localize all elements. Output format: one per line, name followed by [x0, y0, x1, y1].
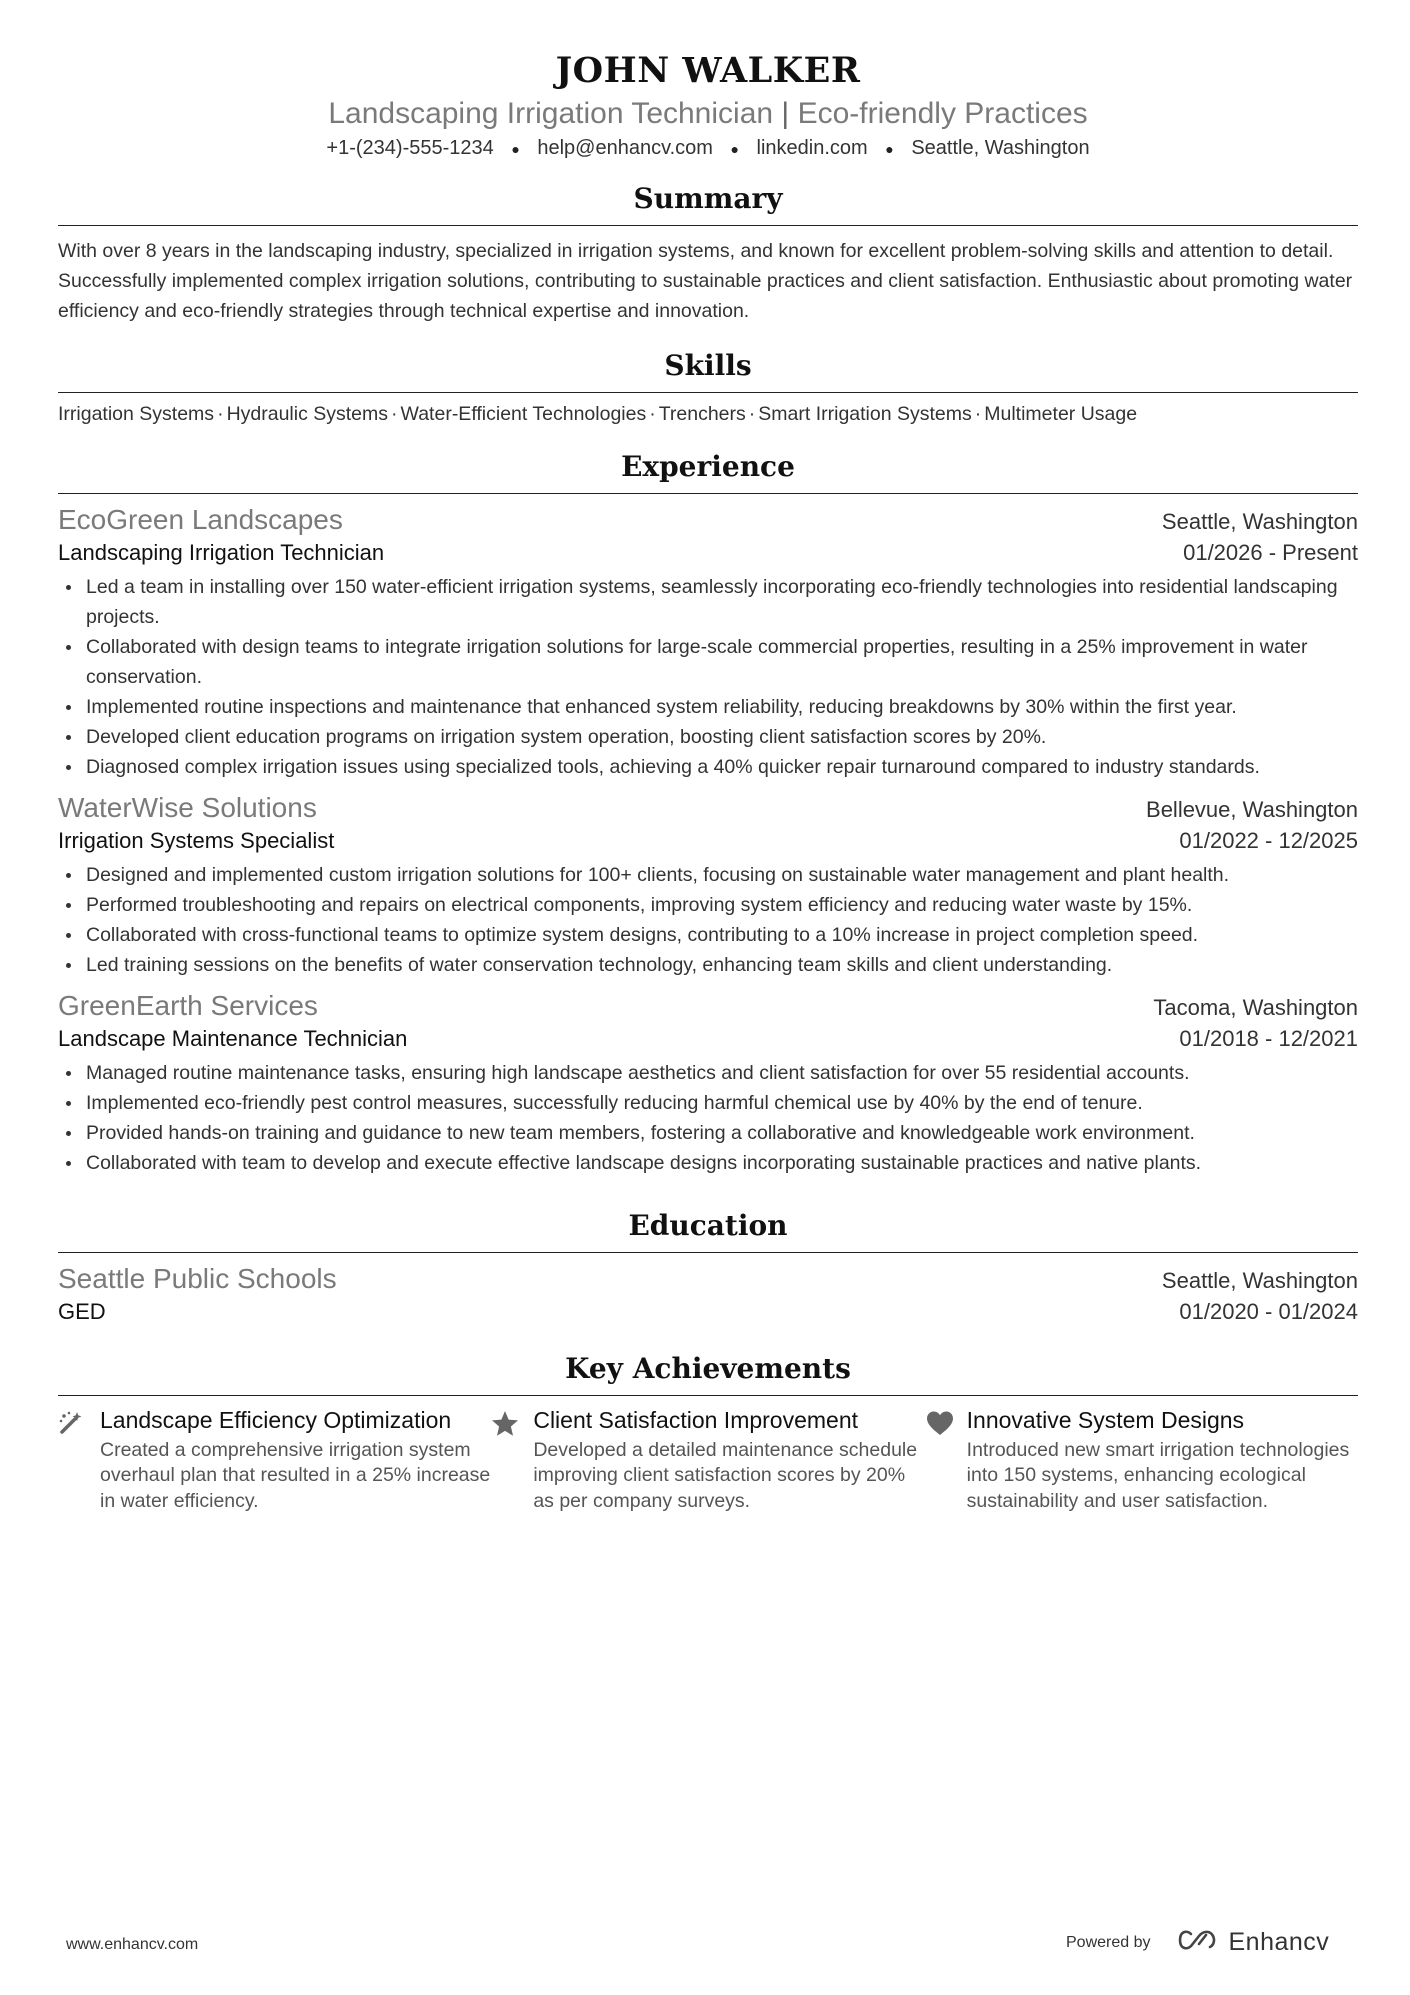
- bullet-item: Provided hands-on training and guidance to new team members, fostering a collaborative and knowledgeable work environment.: [58, 1118, 1358, 1148]
- achievement-title: Landscape Efficiency Optimization: [100, 1406, 452, 1433]
- skill-separator: ·: [649, 402, 656, 425]
- skill-separator: ·: [217, 402, 224, 425]
- skill-item: Hydraulic Systems: [226, 402, 389, 425]
- achievement-item: [925, 1406, 1358, 1515]
- job-location: Seattle, Washington: [1161, 508, 1358, 534]
- bullet-item: Diagnosed complex irrigation issues using specialized tools, achieving a 40% quicker repair turnaround compared to industry standards.: [58, 752, 1358, 782]
- summary-text: With over 8 years in the landscaping industry, specialized in irrigation systems, and known for excellent problem-solving skills and attention to detail. Successfully implemented complex irrigation solutions, contributing to sustainable practices and client satisfaction. Enthusiastic about promoting water efficiency and eco-friendly strategies through technical expertise and innovation.: [58, 239, 1353, 322]
- website-link[interactable]: www.enhancv.com: [66, 1936, 199, 1953]
- bullet-item: Performed troubleshooting and repairs on electrical components, improving system efficiency and reducing water waste by 15%.: [58, 890, 1358, 920]
- bullet-item: Implemented routine inspections and maintenance that enhanced system reliability, reducing breakdowns by 30% within the first year.: [58, 692, 1358, 722]
- candidate-name: JOHN WALKER: [555, 50, 861, 91]
- powered-by-badge[interactable]: [1066, 1928, 1329, 1957]
- achievement-title: Client Satisfaction Improvement: [533, 1406, 859, 1433]
- job-role: Irrigation Systems Specialist: [58, 827, 335, 853]
- bullet-item: Collaborated with cross-functional teams to optimize system designs, contributing to a 10% increase in project completion speed.: [58, 920, 1358, 950]
- summary-section: [58, 181, 1358, 326]
- job-bullets: [58, 1058, 1358, 1178]
- location-text: Seattle, Washington: [911, 137, 1090, 159]
- achievement-item: [58, 1406, 491, 1515]
- bullet-item: Led training sessions on the benefits of water conservation technology, enhancing team skills and client understanding.: [58, 950, 1358, 980]
- achievements-heading: Key Achievements: [58, 1351, 1358, 1396]
- resume-header: [58, 0, 1358, 163]
- email-link[interactable]: help@enhancv.com: [537, 137, 713, 159]
- bullet-item: Developed client education programs on irrigation system operation, boosting client satisfaction scores by 20%.: [58, 722, 1358, 752]
- resume-page: [58, 0, 1358, 1514]
- job-location: Tacoma, Washington: [1153, 994, 1358, 1020]
- school-location: Seattle, Washington: [1161, 1267, 1358, 1293]
- job-title: Landscaping Irrigation Technician: [328, 97, 774, 130]
- skill-separator: ·: [748, 402, 756, 425]
- heart-icon: [925, 1406, 967, 1515]
- experience-section: [58, 449, 1358, 1178]
- bullet-item: Managed routine maintenance tasks, ensuring high landscape aesthetics and client satisfaction for over 55 residential accounts.: [58, 1058, 1358, 1088]
- bullet-separator-icon: ●: [885, 140, 894, 157]
- education-section: [58, 1208, 1358, 1327]
- skill-item: Irrigation Systems: [58, 402, 215, 425]
- school-name: Seattle Public Schools: [58, 1262, 337, 1294]
- skill-separator: ·: [391, 402, 398, 425]
- bullet-separator-icon: ●: [730, 140, 739, 157]
- skills-heading: Skills: [58, 348, 1358, 393]
- skill-item: Smart Irrigation Systems: [758, 402, 972, 425]
- title-separator: |: [781, 97, 790, 130]
- bullet-item: Led a team in installing over 150 water-efficient irrigation systems, seamlessly incorporating eco-friendly technologies into residential landscaping projects.: [58, 572, 1358, 632]
- brand-name: Enhancv: [1228, 1928, 1330, 1956]
- skill-separator: ·: [974, 402, 982, 425]
- contact-line: [58, 134, 1358, 163]
- job-subtitle: Eco-friendly Practices: [797, 97, 1088, 130]
- job-entry: [58, 502, 1358, 782]
- enhancv-logo-icon: [1177, 1928, 1221, 1957]
- bullet-separator-icon: ●: [511, 140, 520, 157]
- achievement-description: Created a comprehensive irrigation system overhaul plan that resulted in a 25% increase in water efficiency.: [100, 1438, 491, 1512]
- education-entry: [58, 1261, 1358, 1327]
- degree: GED: [58, 1298, 106, 1324]
- education-heading: Education: [58, 1208, 1358, 1253]
- job-dates: 01/2018 - 12/2021: [1179, 1025, 1358, 1051]
- phone-number[interactable]: +1-(234)-555-1234: [326, 137, 494, 159]
- skills-list: [58, 399, 1358, 429]
- achievement-item: [491, 1406, 924, 1515]
- achievement-description: Introduced new smart irrigation technologies into 150 systems, enhancing ecological sustainability and user satisfaction.: [966, 1438, 1350, 1512]
- job-bullets: [58, 572, 1358, 782]
- job-entry: [58, 988, 1358, 1178]
- job-role: Landscaping Irrigation Technician: [58, 539, 385, 565]
- bullet-item: Implemented eco-friendly pest control measures, successfully reducing harmful chemical use by 40% by the end of tenure.: [58, 1088, 1358, 1118]
- education-dates: 01/2020 - 01/2024: [1179, 1298, 1358, 1324]
- bullet-item: Collaborated with team to develop and execute effective landscape designs incorporating sustainable practices and native plants.: [58, 1148, 1358, 1178]
- company-name: GreenEarth Services: [58, 989, 318, 1021]
- magic-wand-icon: [58, 1406, 100, 1515]
- experience-heading: Experience: [58, 449, 1358, 494]
- bullet-item: Designed and implemented custom irrigation solutions for 100+ clients, focusing on sustainable water management and plant health.: [58, 860, 1358, 890]
- bullet-item: Collaborated with design teams to integrate irrigation solutions for large-scale commercial properties, resulting in a 25% improvement in water conservation.: [58, 632, 1358, 692]
- company-name: WaterWise Solutions: [58, 791, 317, 823]
- achievement-description: Developed a detailed maintenance schedule improving client satisfaction scores by 20% as per company surveys.: [533, 1438, 918, 1512]
- powered-by-label: Powered by: [1066, 1933, 1151, 1951]
- job-title-line: [58, 94, 1358, 134]
- job-entry: [58, 790, 1358, 980]
- job-dates: 01/2026 - Present: [1183, 539, 1358, 565]
- skill-item: Water-Efficient Technologies: [400, 402, 647, 425]
- summary-heading: Summary: [58, 181, 1358, 226]
- achievements-grid: [58, 1406, 1358, 1515]
- star-icon: [491, 1406, 533, 1515]
- job-dates: 01/2022 - 12/2025: [1179, 827, 1358, 853]
- skill-item: Multimeter Usage: [984, 402, 1138, 425]
- job-location: Bellevue, Washington: [1146, 796, 1358, 822]
- skill-item: Trenchers: [658, 402, 746, 425]
- job-bullets: [58, 860, 1358, 980]
- job-role: Landscape Maintenance Technician: [58, 1025, 408, 1051]
- skills-section: [58, 348, 1358, 429]
- achievement-title: Innovative System Designs: [966, 1406, 1245, 1433]
- linkedin-link[interactable]: linkedin.com: [756, 137, 868, 159]
- achievements-section: [58, 1351, 1358, 1515]
- company-name: EcoGreen Landscapes: [58, 503, 343, 535]
